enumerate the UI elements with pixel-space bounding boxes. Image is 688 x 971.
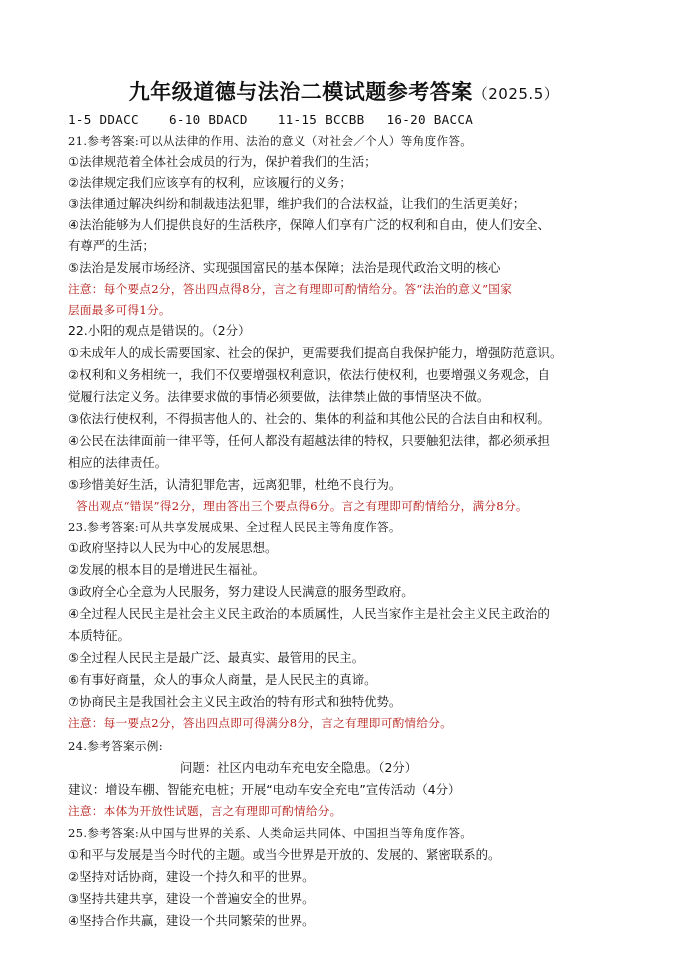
q22-item: ③依法行使权利，不得损害他人的、社会的、集体的利益和其他公民的合法自由和权利。	[68, 411, 550, 426]
q21-note: 注意：每个要点2分，答出四点得8分，言之有理即可酌情给分。答“法治的意义”国家	[68, 282, 513, 296]
q25-item: ③坚持共建共享，建设一个普遍安全的世界。	[68, 891, 315, 906]
q22-item: ④公民在法律面前一律平等，任何人都没有超越法律的特权，只要触犯法律，都必须承担	[68, 433, 550, 448]
q25-item: ④坚持合作共赢，建设一个共同繁荣的世界。	[68, 913, 315, 928]
title-date: （2025.5）	[472, 85, 560, 103]
q22-item: ②权利和义务相统一，我们不仅要增强权利意识，依法行使权利，也要增强义务观念，自	[68, 367, 550, 382]
q23-item: ③政府全心全意为人民服务，努力建设人民满意的服务型政府。	[68, 584, 414, 599]
q23-heading: 23.参考答案:可从共享发展成果、全过程人民民主等角度作答。	[68, 520, 401, 534]
q22-item: ①未成年人的成长需要国家、社会的保护，更需要我们提高自我保护能力，增强防范意识。	[68, 345, 563, 360]
q24-suggestion: 建议：增设车棚、智能充电桩；开展“电动车安全充电”宣传活动（4分）	[68, 782, 461, 797]
q23-item: ④全过程人民民主是社会主义民主政治的本质属性，人民当家作主是社会主义民主政治的	[68, 606, 550, 621]
q22-item: 觉履行法定义务。法律要求做的事情必须要做，法律禁止做的事情坚决不做。	[68, 389, 490, 404]
q25-heading: 25.参考答案:从中国与世界的关系、人类命运共同体、中国担当等角度作答。	[68, 826, 473, 840]
multiple-choice-answers	[68, 111, 473, 129]
mc-group-1: 1-5 DDACC	[68, 112, 139, 127]
mc-group-3: 11-15 BCCBB	[277, 112, 365, 127]
document-title	[0, 76, 688, 106]
q23-item: 本质特征。	[68, 628, 130, 643]
q25-item: ②坚持对话协商，建设一个持久和平的世界。	[68, 869, 315, 884]
q22-heading: 22.小阳的观点是错误的。（2分）	[68, 323, 251, 338]
q24-question: 问题：社区内电动车充电安全隐患。（2分）	[180, 760, 418, 775]
q21-item: ⑤法治是发展市场经济、实现强国富民的基本保障；法治是现代政治文明的核心	[68, 260, 501, 275]
q23-note: 注意：每一要点2分，答出四点即可得满分8分，言之有理即可酌情给分。	[68, 716, 453, 730]
q25-item: ①和平与发展是当今时代的主题。或当今世界是开放的、发展的、紧密联系的。	[68, 847, 501, 862]
q21-item: ④法治能够为人们提供良好的生活秩序，保障人们享有广泛的权利和自由，使人们安全、	[68, 217, 550, 232]
q21-item: ①法律规范着全体社会成员的行为，保护着我们的生活；	[68, 154, 377, 169]
q21-item: 有尊严的生活；	[68, 238, 155, 253]
q22-note: 答出观点“错误”得2分，理由答出三个要点得6分。言之有理即可酌情给分，满分8分。	[76, 499, 528, 513]
q23-item: ⑥有事好商量，众人的事众人商量，是人民民主的真谛。	[68, 672, 377, 687]
q24-note: 注意：本体为开放性试题，言之有理即可酌情给分。	[68, 804, 342, 818]
q23-item: ②发展的根本目的是增进民生福祉。	[68, 562, 265, 577]
q22-item: 相应的法律责任。	[68, 455, 168, 470]
q21-note-continued: 层面最多可得1分。	[68, 303, 171, 317]
q21-item: ③法律通过解决纠纷和制裁违法犯罪，维护我们的合法权益，让我们的生活更美好；	[68, 196, 526, 211]
title-text: 九年级道德与法治二模试题参考答案	[128, 80, 473, 104]
mc-group-2: 6-10 BDACD	[168, 112, 248, 127]
q21-heading: 21.参考答案:可以从法律的作用、法治的意义（对社会／个人）等角度作答。	[68, 134, 473, 148]
q23-item: ⑤全过程人民民主是最广泛、最真实、最管用的民主。	[68, 650, 365, 665]
q23-item: ①政府坚持以人民为中心的发展思想。	[68, 540, 278, 555]
q23-item: ⑦协商民主是我国社会主义民主政治的特有形式和独特优势。	[68, 694, 402, 709]
q22-item: ⑤珍惜美好生活，认清犯罪危害，远离犯罪，杜绝不良行为。	[68, 477, 402, 492]
q24-heading: 24.参考答案示例:	[68, 739, 163, 753]
mc-group-4: 16-20 BACCA	[386, 112, 474, 127]
q21-item: ②法律规定我们应该享有的权利，应该履行的义务；	[68, 175, 352, 190]
